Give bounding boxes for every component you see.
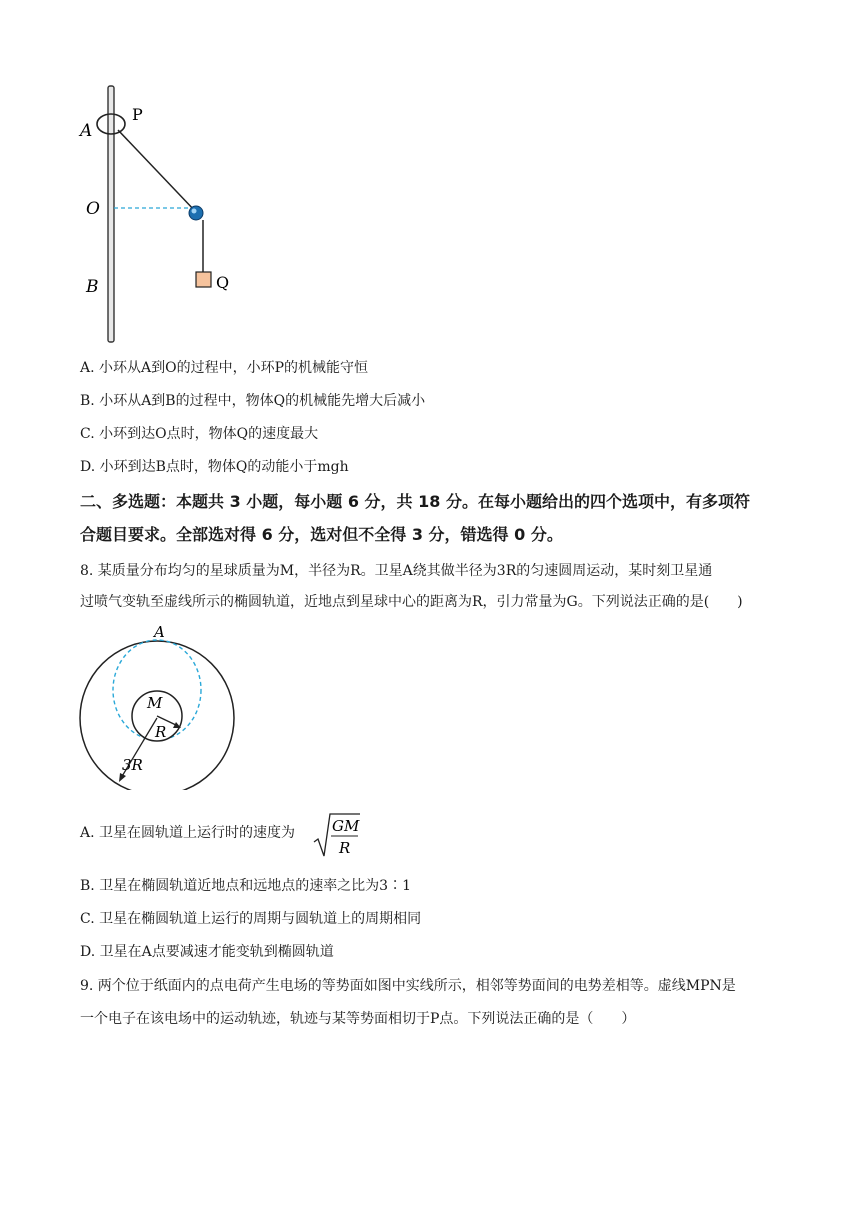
sqrt-sign [312,812,362,860]
label-r: R [155,723,167,741]
section2-line2: 合题目要求。全部选对得 6 分，选对但不全得 3 分，错选得 0 分。 [80,525,563,544]
q8-option-c: C. 卫星在椭圆轨道上运行的周期与圆轨道上的周期相同 [80,911,422,927]
label-a-orbit: A [154,623,165,641]
q7-option-c: C. 小环到达O点时，物体Q的速度最大 [80,426,319,442]
q8-option-b: B. 卫星在椭圆轨道近地点和远地点的速率之比为3∶1 [80,878,412,894]
pulley-ball [189,206,203,220]
label-o: O [86,199,100,219]
pulley-rod-diagram [70,80,270,350]
q7-option-b: B. 小环从A到B的过程中，物体Q的机械能先增大后减小 [80,393,426,409]
label-a: A [80,121,93,141]
figure-pulley-rod [70,80,270,350]
q8-option-d: D. 卫星在A点要减速才能变轨到椭圆轨道 [80,944,334,960]
rope-segment [118,130,196,212]
vertical-rod [108,86,114,342]
q8-stem-line2: 过喷气变轨至虚线所示的椭圆轨道，近地点到星球中心的距离为R，引力常量为G。下列说法正确的是( ) [80,594,743,610]
radius-3r-arrow [119,773,126,782]
orbit-diagram [75,620,245,790]
frac-denominator: R [339,839,351,857]
label-m: M [147,694,163,712]
section2-line1: 二、多选题：本题共 3 小题，每小题 6 分，共 18 分。在每小题给出的四个选项中，有多项符 [80,492,750,511]
label-b: B [86,277,99,297]
q9-stem-line2: 一个电子在该电场中的运动轨迹，轨迹与某等势面相切于P点。下列说法正确的是（ ） [80,1011,636,1027]
sqrt-formula [312,812,362,860]
label-p: P [132,105,143,124]
figure-orbits [75,620,245,790]
label-3r: 3R [122,756,143,774]
q8-option-a-text: A. 卫星在圆轨道上运行时的速度为 [80,825,296,841]
label-q: Q [216,273,230,292]
q8-stem-line1: 8. 某质量分布均匀的星球质量为M，半径为R。卫星A绕其做半径为3R的匀速圆周运动，某时刻卫星通 [80,563,713,579]
q7-option-a: A. 小环从A到O的过程中，小环P的机械能守恒 [80,360,369,376]
q7-option-d: D. 小环到达B点时，物体Q的动能小于mgh [80,459,349,475]
frac-numerator: GM [332,817,360,835]
q9-stem-line1: 9. 两个位于纸面内的点电荷产生电场的等势面如图中实线所示，相邻等势面间的电势差相等。虚线MPN是 [80,978,736,994]
block-q [196,272,211,287]
ball-highlight [192,209,197,214]
